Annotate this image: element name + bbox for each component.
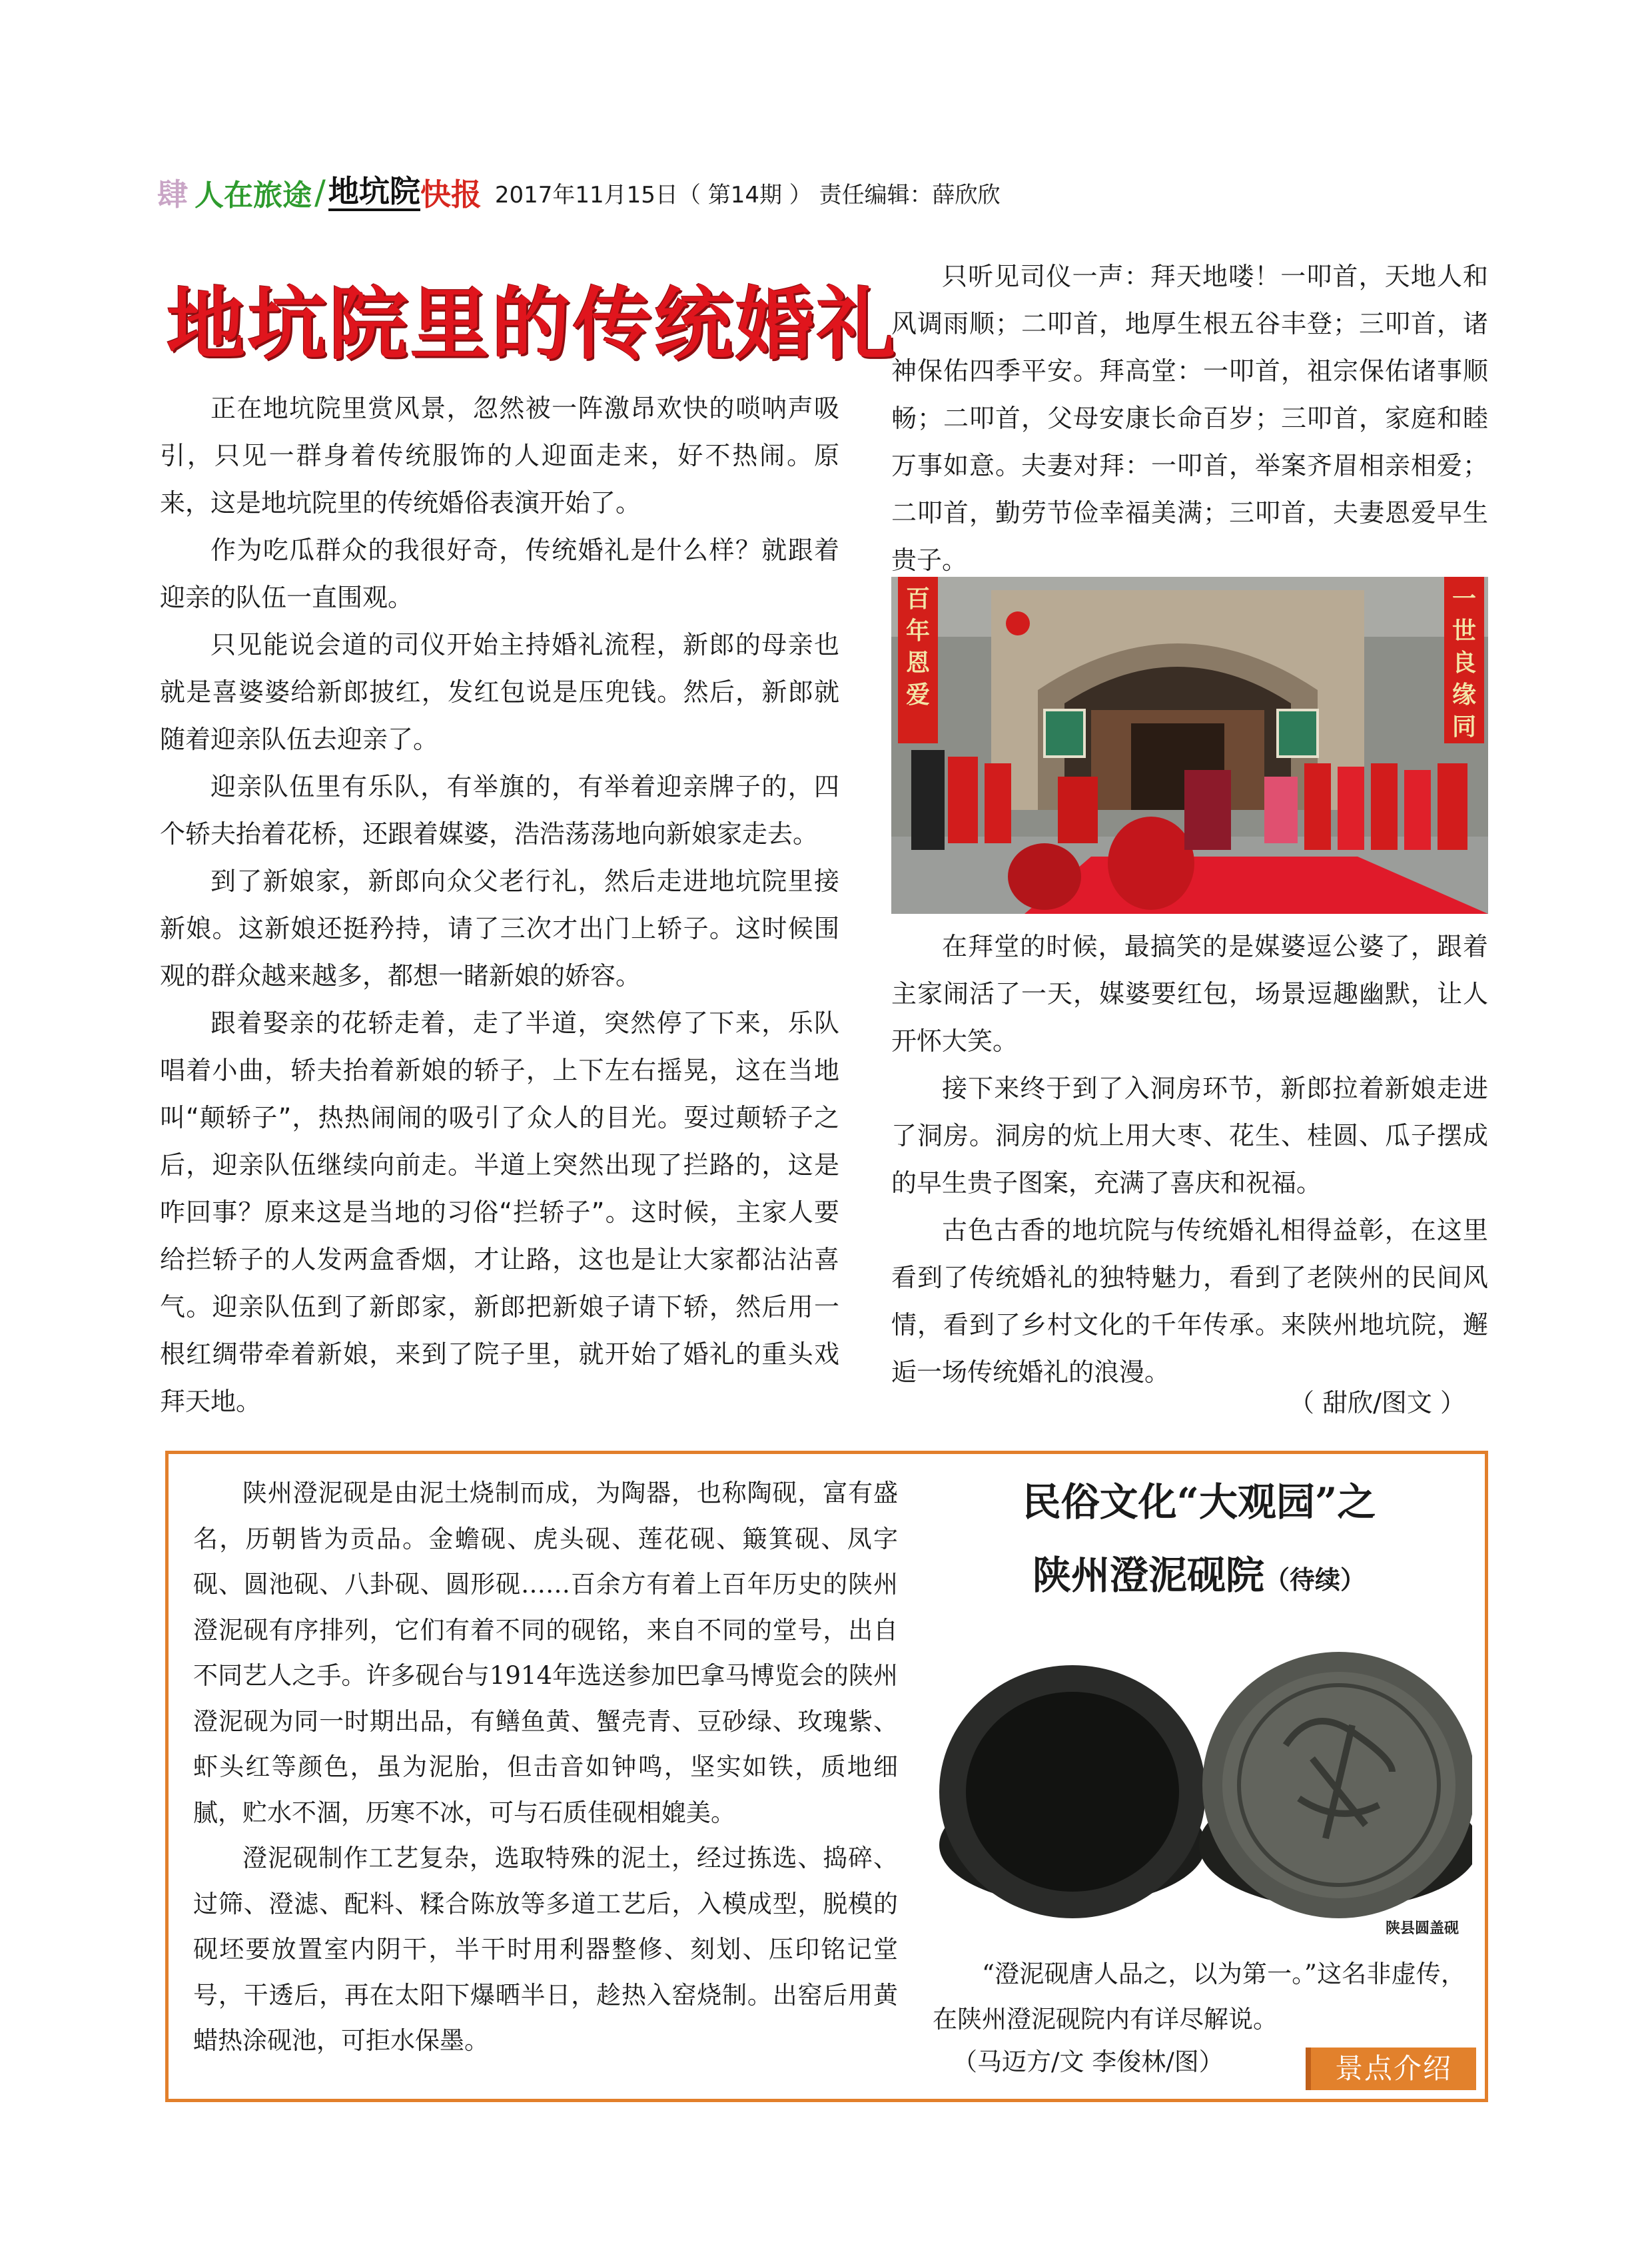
section-tag: 景点介绍 bbox=[1306, 2048, 1476, 2090]
article-right-column-bottom bbox=[891, 923, 1488, 1396]
image-caption: 陕县圆盖砚 bbox=[1385, 1920, 1459, 1937]
page-header bbox=[157, 169, 1001, 216]
paragraph: 陕州澄泥砚是由泥土烧制而成，为陶器，也称陶砚，富有盛名，历朝皆为贡品。金蟾砚、虎头砚、莲花砚、簸箕砚、凤字砚、圆池砚、八卦砚、圆形砚……百余方有着上百年历史的陕州澄泥砚有序排列，它们有着不同的砚铭，来自不同的堂号，出自不同艺人之手。许多砚台与1914年选送参加巴拿马博览会的陕州澄泥砚为同一时期出品，有鳝鱼黄、蟹壳青、豆砂绿、玫瑰紫、虾头红等颜色，虽为泥胎，但击音如钟鸣，坚实如铁，质地细腻，贮水不涸，历寒不冰，可与石质佳砚相媲美。 bbox=[193, 1479, 898, 1827]
article-credit: （ 甜欣/图文 ） bbox=[1289, 1388, 1465, 1417]
column-name: 地坑院 bbox=[328, 174, 420, 211]
paragraph: 迎亲队伍里有乐队，有举旗的，有举着迎亲牌子的，四个轿夫抬着花桥，还跟着媒婆，浩浩荡荡地向新娘家走去。 bbox=[160, 772, 839, 849]
section-name: 人在旅途 bbox=[195, 179, 312, 212]
article-left-column bbox=[160, 385, 839, 1425]
feature-title-continued: （待续） bbox=[1264, 1565, 1366, 1595]
wedding-photo bbox=[891, 577, 1488, 914]
feature-title-line1: 民俗文化“大观园”之 bbox=[1022, 1479, 1376, 1525]
article-right-column-top bbox=[891, 253, 1488, 584]
column-name-suffix: 快报 bbox=[420, 177, 482, 212]
paragraph: 在拜堂的时候，最搞笑的是媒婆逗公婆了，跟着主家闹活了一天，媒婆要红包，场景逗趣幽默，让人开怀大笑。 bbox=[891, 932, 1488, 1056]
paragraph: 正在地坑院里赏风景，忽然被一阵激昂欢快的唢呐声吸引，只见一群身着传统服饰的人迎面走来，好不热闹。原来，这是地坑院里的传统婚俗表演开始了。 bbox=[160, 394, 839, 518]
couplet-right: 一世良缘同 bbox=[1451, 585, 1476, 741]
feature-title-line2 bbox=[926, 1544, 1472, 1600]
paragraph: 澄泥砚制作工艺复杂，选取特殊的泥土，经过拣选、捣碎、过筛、澄滤、配料、糅合陈放等多道工艺后，入模成型，脱模的砚坯要放置室内阴干，半干时用利器整修、刻划、压印铭记堂号，干透后，再在太阳下爆晒半日，趁热入窑烧制。出窑后用黄蜡热涂砚池，可拒水保墨。 bbox=[193, 1844, 898, 2055]
paragraph: “澄泥砚唐人品之，以为第一。”这名非虚传，在陕州澄泥砚院内有详尽解说。 bbox=[933, 1960, 1465, 2034]
paragraph: 到了新娘家，新郎向众父老行礼，然后走进地坑院里接新娘。这新娘还挺矜持，请了三次才出门上轿子。这时候围观的群众越来越多，都想一睹新娘的娇容。 bbox=[160, 867, 839, 990]
paragraph: 跟着娶亲的花轿走着，走了半道，突然停了下来，乐队唱着小曲，轿夫抬着新娘的轿子，上下左右摇晃，这在当地叫“颠轿子”，热热闹闹的吸引了众人的目光。耍过颠轿子之后，迎亲队伍继续向前走。半道上突然出现了拦路的，这是咋回事？原来这是当地的习俗“拦轿子”。这时候，主家人要给拦轿子的人发两盒香烟，才让路，这也是让大家都沾沾喜气。迎亲队伍到了新郎家，新郎把新娘子请下轿，然后用一根红绸带牵着新娘，来到了院子里，就开始了婚礼的重头戏拜天地。 bbox=[160, 1008, 839, 1416]
paragraph: 只听见司仪一声：拜天地喽！一叩首，天地人和风调雨顺；二叩首，地厚生根五谷丰登；三叩首，诸神保佑四季平安。拜高堂：一叩首，祖宗保佑诸事顺畅；二叩首，父母安康长命百岁；三叩首，家庭和睦万事如意。夫妻对拜：一叩首，举案齐眉相亲相爱；二叩首，勤劳节俭幸福美满；三叩首，夫妻恩爱早生贵子。 bbox=[891, 262, 1488, 575]
paragraph: 作为吃瓜群众的我很好奇，传统婚礼是什么样？就跟着迎亲的队伍一直围观。 bbox=[160, 536, 839, 612]
feature-title-main: 陕州澄泥砚院 bbox=[1032, 1553, 1264, 1598]
page-number: 肆 bbox=[157, 177, 188, 212]
paragraph: 古色古香的地坑院与传统婚礼相得益彰，在这里看到了传统婚礼的独特魅力，看到了老陕州的民间风情，看到了乡村文化的千年传承。来陕州地坑院，邂逅一场传统婚礼的浪漫。 bbox=[891, 1216, 1488, 1387]
feature-credit: （马迈方/文 李俊林/图） bbox=[953, 2048, 1224, 2076]
feature-text bbox=[193, 1471, 898, 2064]
article-title: 地坑院里的传统婚礼 bbox=[167, 278, 899, 370]
issue-meta: 2017年11月15日（ 第14期 ） 责任编辑：薛欣欣 bbox=[494, 181, 1001, 208]
section-separator: / bbox=[314, 173, 326, 212]
couplet-left: 百年恩爱 bbox=[905, 585, 930, 709]
paragraph: 接下来终于到了入洞房环节，新郎拉着新娘走进了洞房。洞房的炕上用大枣、花生、桂圆、瓜子摆成的早生贵子图案，充满了喜庆和祝福。 bbox=[891, 1074, 1488, 1198]
inkstone-photo bbox=[939, 1625, 1472, 1941]
feature-quote bbox=[933, 1952, 1465, 2042]
paragraph: 只见能说会道的司仪开始主持婚礼流程，新郎的母亲也就是喜婆婆给新郎披红，发红包说是压兜钱。然后，新郎就随着迎亲队伍去迎亲了。 bbox=[160, 630, 839, 754]
